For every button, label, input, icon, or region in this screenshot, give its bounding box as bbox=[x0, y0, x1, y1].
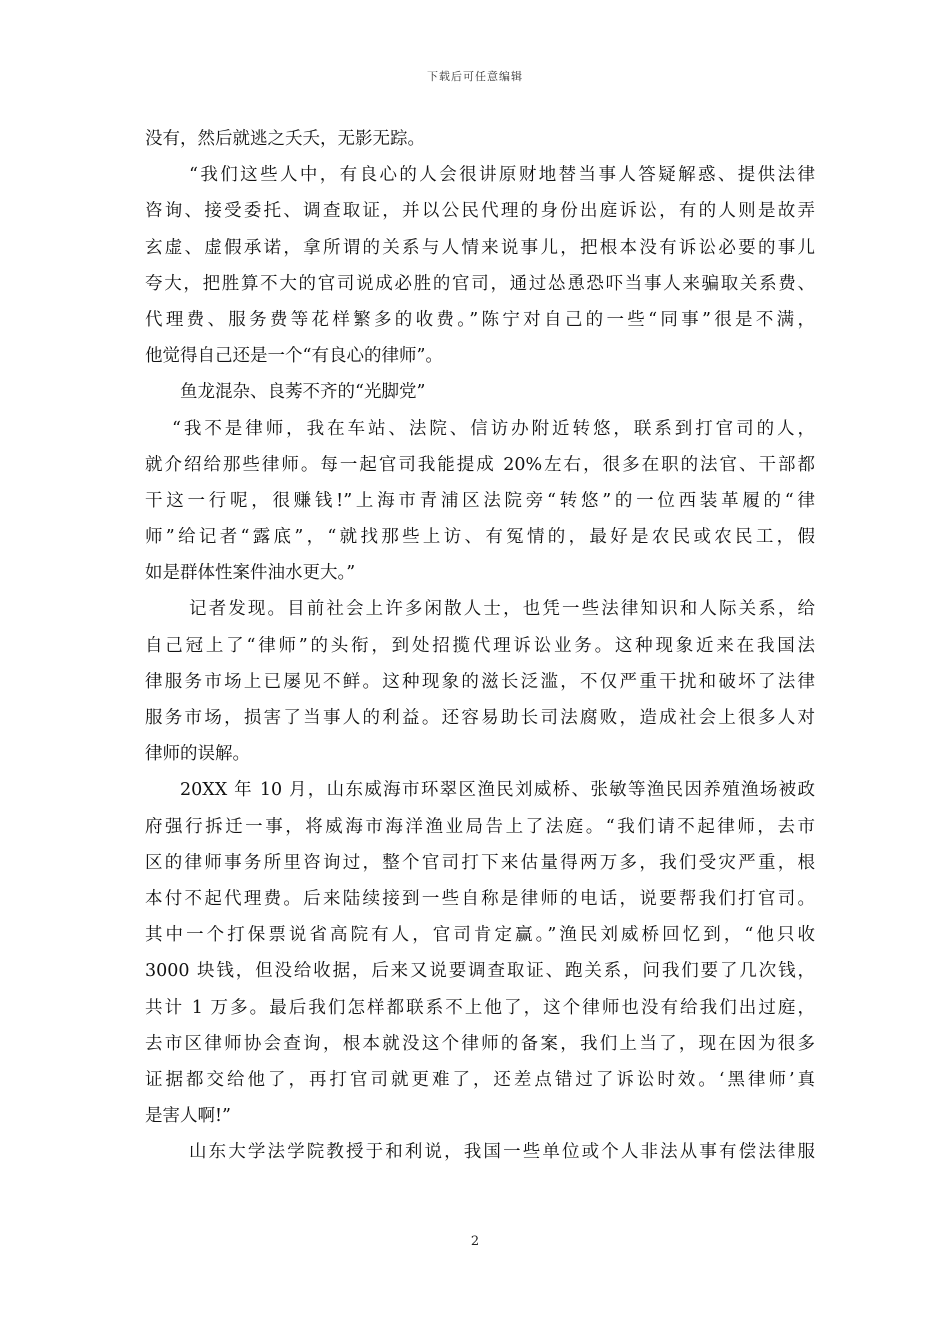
text-line: 夸大，把胜算不大的官司说成必胜的官司，通过怂恿恐吓当事人来骗取关系费、 bbox=[145, 273, 815, 294]
text-line: 3000 块钱，但没给收据，后来又说要调查取证、跑关系，问我们要了几次钱， bbox=[145, 961, 815, 982]
document-body bbox=[145, 121, 815, 1170]
text-line: 山东大学法学院教授于和利说，我国一些单位或个人非法从事有偿法律服 bbox=[189, 1142, 815, 1163]
text-line: 证据都交给他了，再打官司就更难了，还差点错过了诉讼时效。‘黑律师’真 bbox=[145, 1069, 815, 1090]
text-line: 其中一个打保票说省高院有人，官司肯定赢。”渔民刘威桥回忆到，“他只收 bbox=[145, 925, 815, 946]
text-line: 师”给记者“露底”，“就找那些上访、有冤情的，最好是农民或农民工，假 bbox=[145, 527, 815, 548]
text-line: “我们这些人中，有良心的人会很讲原财地替当事人答疑解惑、提供法律 bbox=[189, 165, 815, 186]
text-line: 咨询、接受委托、调查取证，并以公民代理的身份出庭诉讼，有的人则是故弄 bbox=[145, 201, 815, 222]
text-line: 鱼龙混杂、良莠不齐的“光脚党” bbox=[180, 382, 426, 403]
text-line: 没有，然后就逃之夭夭，无影无踪。 bbox=[145, 129, 425, 149]
text-line: “我不是律师，我在车站、法院、信访办附近转悠，联系到打官司的人， bbox=[172, 418, 815, 439]
text-line: 律服务市场上已屡见不鲜。这种现象的滋长泛滥，不仅严重干扰和破坏了法律 bbox=[145, 671, 815, 692]
text-line: 去市区律师协会查询，根本就没这个律师的备案，我们上当了，现在因为很多 bbox=[145, 1033, 815, 1054]
text-line: 服务市场，损害了当事人的利益。还容易助长司法腐败，造成社会上很多人对 bbox=[145, 708, 815, 728]
text-line: 20XX 年 10 月，山东威海市环翠区渔民刘威桥、张敏等渔民因养殖渔场被政 bbox=[180, 780, 815, 801]
text-line: 本付不起代理费。后来陆续接到一些自称是律师的电话，说要帮我们打官司。 bbox=[145, 888, 815, 909]
text-line: 是害人啊!” bbox=[145, 1106, 231, 1127]
page-number: 2 bbox=[470, 1234, 480, 1249]
text-line: 就介绍给那些律师。每一起官司我能提成 20%左右，很多在职的法官、干部都 bbox=[145, 454, 815, 475]
text-line: 代理费、服务费等花样繁多的收费。”陈宁对自己的一些“同事”很是不满， bbox=[145, 309, 815, 330]
text-line: 如是群体性案件油水更大。” bbox=[145, 563, 356, 584]
text-line: 玄虚、虚假承诺，拿所谓的关系与人情来说事儿，把根本没有诉讼必要的事儿 bbox=[145, 237, 815, 258]
text-line: 律师的误解。 bbox=[145, 744, 250, 765]
text-line: 记者发现。目前社会上许多闲散人士，也凭一些法律知识和人际关系，给 bbox=[189, 599, 815, 620]
text-line: 干这一行呢，很赚钱!”上海市青浦区法院旁“转悠”的一位西装革履的“律 bbox=[145, 490, 815, 511]
text-line: 区的律师事务所里咨询过，整个官司打下来估量得两万多，我们受灾严重，根 bbox=[145, 852, 815, 873]
text-line: 共计 1 万多。最后我们怎样都联系不上他了，这个律师也没有给我们出过庭， bbox=[145, 997, 815, 1018]
page-header: 下载后可任意编辑 bbox=[427, 70, 523, 83]
text-line: 自己冠上了“律师”的头衔，到处招揽代理诉讼业务。这种现象近来在我国法 bbox=[145, 635, 815, 656]
text-line: 他觉得自己还是一个“有良心的律师”。 bbox=[145, 346, 443, 367]
text-line: 府强行拆迁一事，将威海市海洋渔业局告上了法庭。“我们请不起律师，去市 bbox=[145, 816, 815, 837]
